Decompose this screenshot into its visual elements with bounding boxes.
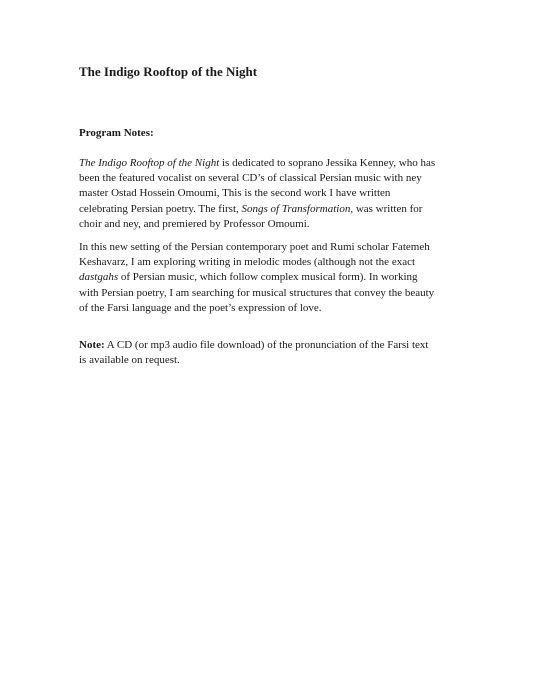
paragraph-line: In this new setting of the Persian contemporary poet and Rumi scholar Fatemeh (79, 241, 430, 253)
work-title-italic: Songs of Transformation, (241, 202, 354, 215)
document-title: The Indigo Rooftop of the Night (79, 64, 258, 79)
paragraph-line: is available on request. (79, 354, 180, 367)
work-title-italic: The Indigo Rooftop of the Night (79, 157, 220, 169)
paragraph-line: Keshavarz, I am exploring writing in melodic modes (although not the exact (79, 256, 416, 269)
paragraph-line: with Persian poetry, I am searching for musical structures that convey the beauty (79, 286, 435, 299)
paragraph-line (79, 202, 479, 217)
text-span: of Persian music, which follow complex musical form). In working (118, 271, 418, 284)
text-span: celebrating Persian poetry. The first, (79, 202, 242, 215)
text-span: is dedicated to soprano Jessika Kenney, who has (219, 157, 436, 169)
program-notes-heading: Program Notes: (79, 127, 154, 139)
paragraph-line (79, 338, 479, 353)
paragraph-line: choir and ney, and premiered by Professor Omoumi. (79, 217, 310, 230)
note-label: Note: (79, 339, 105, 351)
text-span: was written for (353, 202, 423, 215)
text-span: A CD (or mp3 audio file download) of the pronunciation of the Farsi text (104, 339, 429, 351)
paragraph-line (79, 156, 479, 171)
paragraph-line: master Ostad Hossein Omoumi, This is the second work I have written (79, 187, 391, 200)
paragraph-line (79, 270, 479, 285)
paragraph-note (79, 338, 479, 368)
paragraph-dedication (79, 156, 479, 232)
paragraph-line: of the Farsi language and the poet’s expression of love. (79, 301, 322, 314)
term-italic: dastgahs (79, 271, 119, 284)
paragraph-setting (79, 240, 479, 316)
paragraph-line: been the featured vocalist on several CD’s of classical Persian music with ney (79, 172, 422, 185)
